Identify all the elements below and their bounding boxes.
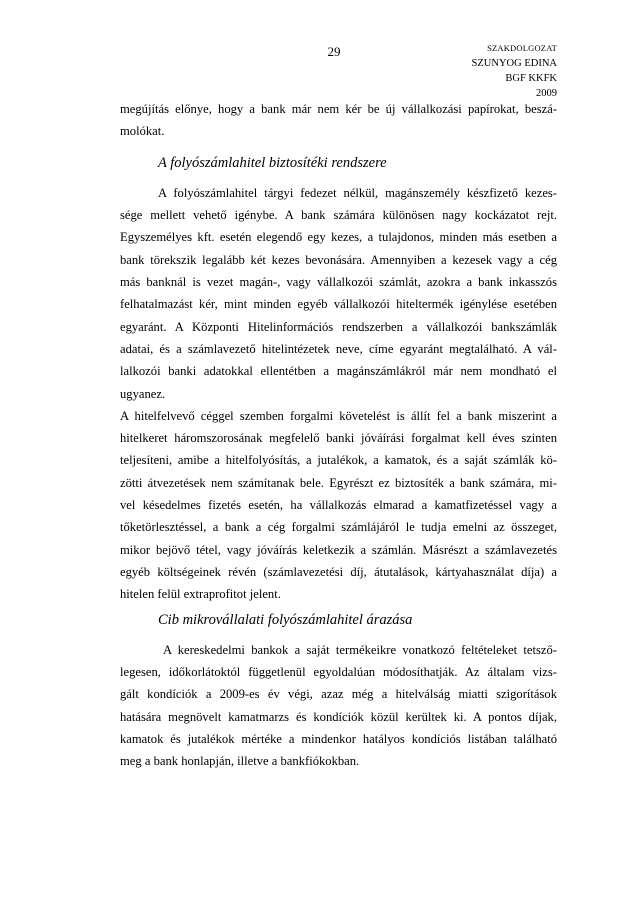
text-line: gált kondíciók a 2009-es év végi, azaz még a hitelválság miatti szigorítások (120, 687, 557, 702)
section-heading-pricing: Cib mikrovállalati folyószámlahitel árazása (158, 611, 413, 628)
paragraph-turnover-requirement (120, 405, 557, 606)
text-line: meg a bank honlapján, illetve a bankfiókokban. (120, 754, 360, 769)
text-line: kamatok és jutalékok mértéke a mindenkor hatályos kondíciós listában található (120, 731, 557, 746)
text-line: legesen, időkorlátoktól függetlenül egyoldalúan módosíthatják. Az általam vizs- (120, 665, 557, 680)
text-line: A hitelfelvevő céggel szemben forgalmi követelést is állít fel a bank miszerint a (120, 408, 557, 423)
section-heading-guarantee-system: A folyószámlahitel biztosítéki rendszere (158, 154, 387, 171)
paragraph-pricing (120, 639, 557, 773)
header-author: SZUNYOG EDINA (471, 57, 557, 69)
text-line: A folyószámlahitel tárgyi fedezet nélkül, magánszemély készfizető kezes- (158, 185, 557, 200)
text-line: hitelen felül extraprofitot jelent. (120, 587, 281, 602)
page-body (120, 98, 557, 773)
text-line: felhatalmazást kér, mint minden egyéb vállalkozói hiteltermék igénylése esetében (120, 297, 557, 312)
header-institution: BGF KKFK (505, 72, 557, 84)
text-line: bank törekszik legalább két kezes bevonására. Amennyiben a kezesek vagy a cég (120, 252, 557, 267)
running-header (472, 41, 557, 101)
text-line: sége mellett vehető igénybe. A bank számára különösen nagy kockázatot rejt. (120, 208, 557, 223)
text-line: tőketörlesztéssel, a bank a cég forgalmi számlájáról le tudja emelni az összeget, (120, 520, 557, 535)
text-line: hitelkeret háromszorosának megfelelő banki jóváírási forgalmat kell éves szinten (120, 431, 557, 446)
header-year: 2009 (536, 87, 557, 99)
text-line: Egyszemélyes kft. esetén elegendő egy kezes, a tulajdonos, minden más esetben a (120, 230, 557, 245)
text-line: hatására megnövelt kamatmarzs és kondíciók közül kerültek ki. A pontos díjak, (120, 709, 557, 724)
text-line: adatai, és a számlavezető hitelintézetek neve, címe egyaránt megtalálható. A vál- (120, 341, 557, 356)
text-line: vel késedelmes fizetés esetén, ha vállalkozás elmarad a kamatfizetéssel vagy a (120, 497, 557, 512)
text-line: egyaránt. A Központi Hitelinformációs rendszerben a vállalkozói bankszámlák (120, 319, 557, 334)
text-line: egyéb költségeinek révén (számlavezetési díj, átutalások, kártyahasználat díja) a (120, 564, 557, 579)
paragraph-continuation (120, 98, 557, 143)
text-line: teljesíteni, amibe a hitelfolyósítás, a jutalékok, a kamatok, és a saját számlák kö- (120, 453, 557, 468)
page-number: 29 (327, 44, 341, 59)
text-line: más banknál is vezet magán-, vagy vállalkozói számlát, azokra a bank inkasszós (120, 275, 557, 290)
text-line: zötti átvezetések nem számítanak bele. Egyrészt ez biztosíték a bank számára, mi- (120, 475, 557, 490)
header-doc-type: SZAKDOLGOZAT (487, 42, 557, 53)
text-line: megújítás előnye, hogy a bank már nem kér be új vállalkozási papírokat, beszá- (120, 102, 557, 116)
text-line: ugyanez. (120, 386, 166, 401)
text-line: mikor bejövő tétel, vagy jóváírás keletkezik a számlán. Másrészt a számlavezetés (120, 542, 557, 557)
text-line: A kereskedelmi bankok a saját termékeikre vonatkozó feltételeket tetsző- (163, 642, 557, 657)
text-line: molókat. (120, 124, 165, 139)
paragraph-guarantee (120, 182, 557, 405)
text-line: lalkozói banki adatokkal ellentétben a magánszámlákról már nem mondható el (120, 364, 557, 379)
